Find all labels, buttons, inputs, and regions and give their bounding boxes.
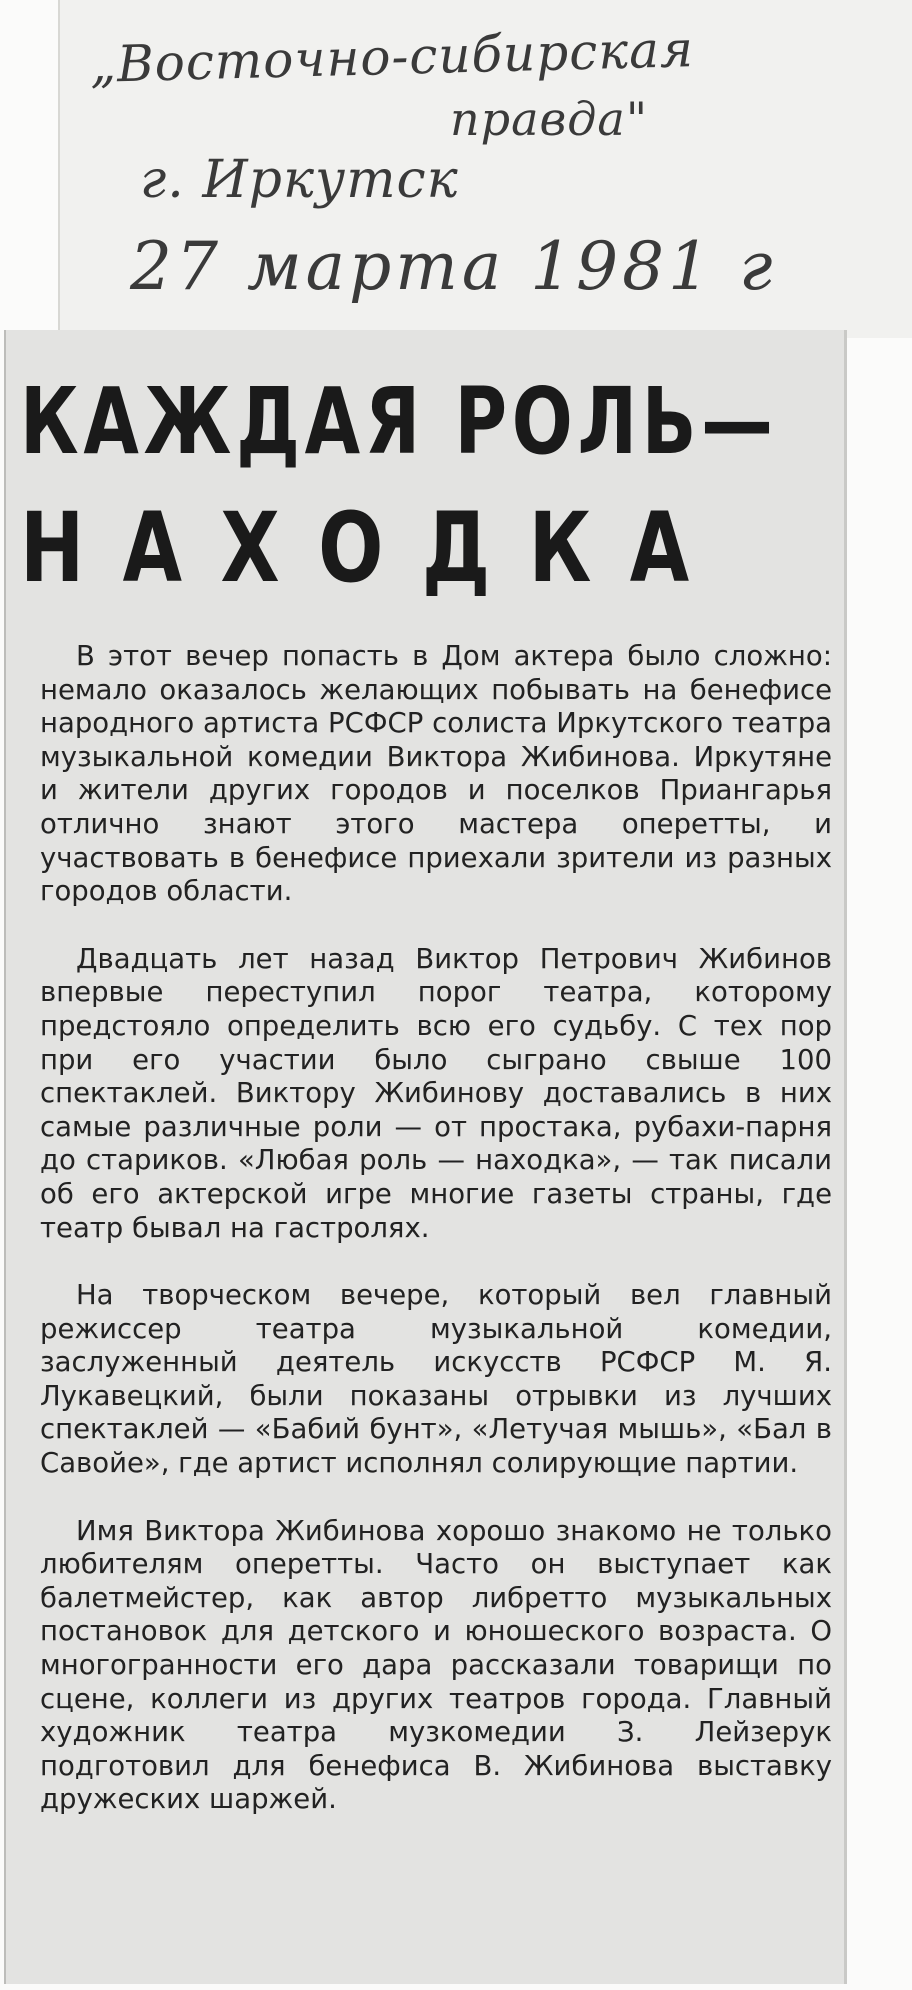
handwritten-date: 27 марта 1981 г [130,228,777,305]
clipping-edge [4,330,6,1984]
article-headline-line2: НАХОДКА [20,492,728,604]
article-body [40,640,832,1817]
handwritten-newspaper-name-cont: правда" [450,92,649,146]
article-paragraph: Двадцать лет назад Виктор Петрович Жибинов впервые переступил порог театра, которому предстояло определить всю его судьбу. С тех пор при его участии было сыграно свыше 100 спектаклей. Виктору Жибинову доставались в них самые различные роли — от простака, рубахи-парня до стариков. «Любая роль — находка», — так писали об его актерской игре многие газеты страны, где театр бывал на гастролях. [40,942,832,1244]
article-headline-line1: КАЖДАЯ РОЛЬ— [20,368,778,475]
article-paragraph: Имя Виктора Жибинова хорошо знакомо не только любителям оперетты. Часто он выступает как балетмейстер, как автор либретто музыкальных постановок для детского и юношеского возраста. О многогранности его дара рассказали товарищи по сцене, коллеги из других театров города. Главный художник театра музкомедии З. Лейзерук подготовил для бенефиса В. Жибинова выставку дружеских шаржей. [40,1514,832,1816]
article-paragraph: На творческом вечере, который вел главный режиссер театра музыкальной комедии, заслуженный деятель искусств РСФСР М. Я. Лукавецкий, были показаны отрывки из лучших спектаклей — «Бабий бунт», «Летучая мышь», «Бал в Савойе», где артист исполнял солирующие партии. [40,1279,832,1480]
handwritten-city: г. Иркутск [140,150,459,210]
handwritten-newspaper-name: „Восточно-сибирская [89,20,695,94]
article-paragraph: В этот вечер попасть в Дом актера было сложно: немало оказалось желающих побывать на бенефисе народного артиста РСФСР солиста Иркутского театра музыкальной комедии Виктора Жибинова. Иркутяне и жители других городов и поселков Приангарья отлично знают этого мастера оперетты, и участвовать в бенефисе приехали зрители из разных городов области. [40,640,832,908]
